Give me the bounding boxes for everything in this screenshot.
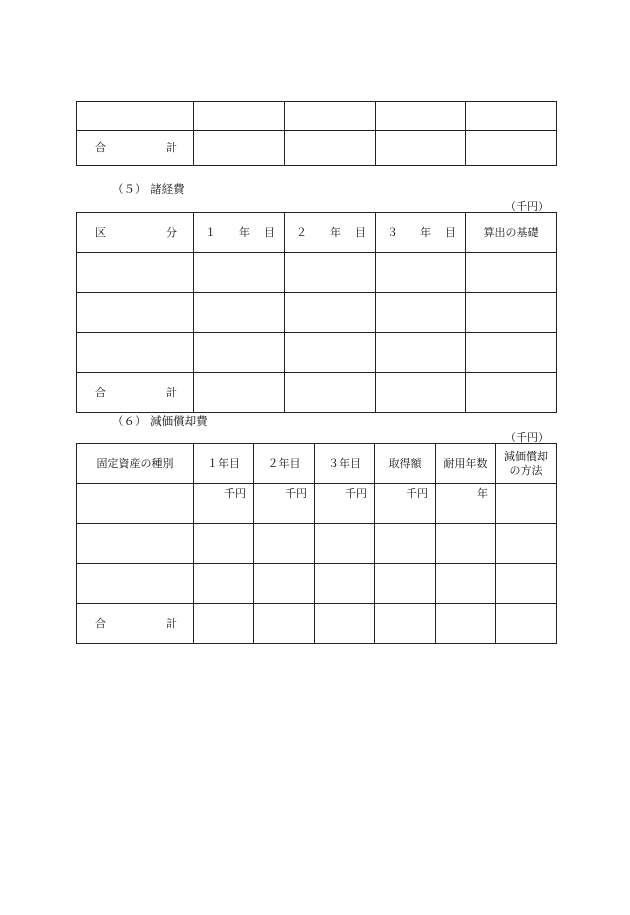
header-asset-type: 固定資産の種別 bbox=[77, 444, 194, 484]
total-label-left: 合 bbox=[95, 616, 106, 630]
table-cell bbox=[376, 131, 466, 166]
table-cell bbox=[375, 524, 436, 564]
table-cell bbox=[375, 564, 436, 604]
unit-year2: 千円 bbox=[254, 484, 315, 524]
header-basis: 算出の基礎 bbox=[466, 213, 557, 253]
table-cell bbox=[466, 253, 557, 293]
header-year3-num: ３ bbox=[387, 225, 398, 239]
table-cell bbox=[194, 102, 285, 131]
header-method-label: 減価償却の方法 bbox=[504, 449, 548, 477]
header-year2-num: ２ bbox=[296, 225, 307, 239]
table-cell bbox=[77, 102, 194, 131]
table-cell bbox=[194, 564, 254, 604]
table-cell bbox=[496, 564, 557, 604]
total-row bbox=[77, 604, 557, 644]
table-cell bbox=[194, 131, 285, 166]
unit-year3: 千円 bbox=[315, 484, 375, 524]
total-label-left: 合 bbox=[95, 141, 106, 154]
table-cell bbox=[194, 373, 285, 413]
table-cell bbox=[466, 293, 557, 333]
table-cell bbox=[466, 131, 557, 166]
depreciation-table bbox=[76, 443, 557, 644]
header-year3-me: 目 bbox=[445, 225, 456, 239]
header-year2-me: 目 bbox=[355, 225, 366, 239]
table-cell bbox=[254, 604, 315, 644]
table-cell bbox=[285, 131, 376, 166]
header-method bbox=[496, 444, 557, 484]
table-cell bbox=[315, 604, 375, 644]
unit-useful-life: 年 bbox=[436, 484, 496, 524]
total-label-cell bbox=[77, 373, 194, 413]
total-label-left: 合 bbox=[95, 385, 106, 399]
header-useful-life: 耐用年数 bbox=[436, 444, 496, 484]
table-cell bbox=[376, 102, 466, 131]
section5-unit: （千円） bbox=[505, 200, 549, 213]
table-row bbox=[77, 564, 557, 604]
table-row bbox=[77, 293, 557, 333]
expenses-table bbox=[76, 212, 557, 413]
section6-unit: （千円） bbox=[505, 431, 549, 444]
table-cell bbox=[436, 604, 496, 644]
table-cell bbox=[194, 604, 254, 644]
header-year2 bbox=[285, 213, 376, 253]
table-cell bbox=[315, 524, 375, 564]
table-cell bbox=[77, 564, 194, 604]
table-cell bbox=[77, 333, 194, 373]
table-cell bbox=[285, 102, 376, 131]
table-row bbox=[77, 333, 557, 373]
table-cell bbox=[496, 484, 557, 524]
table-cell bbox=[254, 524, 315, 564]
table-cell bbox=[285, 293, 376, 333]
table-row bbox=[77, 524, 557, 564]
table-cell bbox=[466, 373, 557, 413]
table-cell bbox=[194, 333, 285, 373]
total-label-cell bbox=[77, 604, 194, 644]
units-row bbox=[77, 484, 557, 524]
header-row bbox=[77, 213, 557, 253]
total-label-right: 計 bbox=[166, 141, 177, 154]
table-cell bbox=[285, 253, 376, 293]
unit-year1: 千円 bbox=[194, 484, 254, 524]
header-category-left: 区 bbox=[95, 225, 106, 239]
header-year3 bbox=[376, 213, 466, 253]
header-acquisition: 取得額 bbox=[375, 444, 436, 484]
table-cell bbox=[285, 373, 376, 413]
table-cell bbox=[375, 604, 436, 644]
header-year1-nen: 年 bbox=[239, 225, 250, 239]
section5-heading: （５） 諸経費 bbox=[112, 182, 185, 196]
header-year2-nen: 年 bbox=[330, 225, 341, 239]
table-cell bbox=[315, 564, 375, 604]
total-label-right: 計 bbox=[166, 616, 177, 630]
table-cell bbox=[376, 333, 466, 373]
table-cell bbox=[254, 564, 315, 604]
total-label-cell bbox=[77, 131, 194, 166]
table-cell bbox=[436, 564, 496, 604]
table-cell bbox=[194, 293, 285, 333]
top-continuation-table bbox=[76, 101, 557, 166]
table-cell bbox=[496, 524, 557, 564]
total-row bbox=[77, 373, 557, 413]
header-year2: ２年目 bbox=[254, 444, 315, 484]
header-year3-nen: 年 bbox=[420, 225, 431, 239]
table-row bbox=[77, 253, 557, 293]
table-cell bbox=[496, 604, 557, 644]
header-year1-num: １ bbox=[205, 225, 216, 239]
total-label-right: 計 bbox=[166, 385, 177, 399]
header-year1 bbox=[194, 213, 285, 253]
table-cell bbox=[285, 333, 376, 373]
section6-heading: （６） 減価償却費 bbox=[112, 414, 208, 428]
header-row bbox=[77, 444, 557, 484]
header-category bbox=[77, 213, 194, 253]
table-cell bbox=[376, 293, 466, 333]
total-row bbox=[77, 131, 557, 166]
table-cell bbox=[77, 524, 194, 564]
table-cell bbox=[436, 524, 496, 564]
table-cell bbox=[194, 524, 254, 564]
unit-acquisition: 千円 bbox=[375, 484, 436, 524]
header-year1-me: 目 bbox=[264, 225, 275, 239]
header-year1: １年目 bbox=[194, 444, 254, 484]
table-cell bbox=[77, 484, 194, 524]
table-row bbox=[77, 102, 557, 131]
table-cell bbox=[194, 253, 285, 293]
header-year3: ３年目 bbox=[315, 444, 375, 484]
table-cell bbox=[466, 333, 557, 373]
table-cell bbox=[466, 102, 557, 131]
table-cell bbox=[77, 293, 194, 333]
header-category-right: 分 bbox=[166, 225, 177, 239]
table-cell bbox=[376, 373, 466, 413]
table-cell bbox=[77, 253, 194, 293]
table-cell bbox=[376, 253, 466, 293]
